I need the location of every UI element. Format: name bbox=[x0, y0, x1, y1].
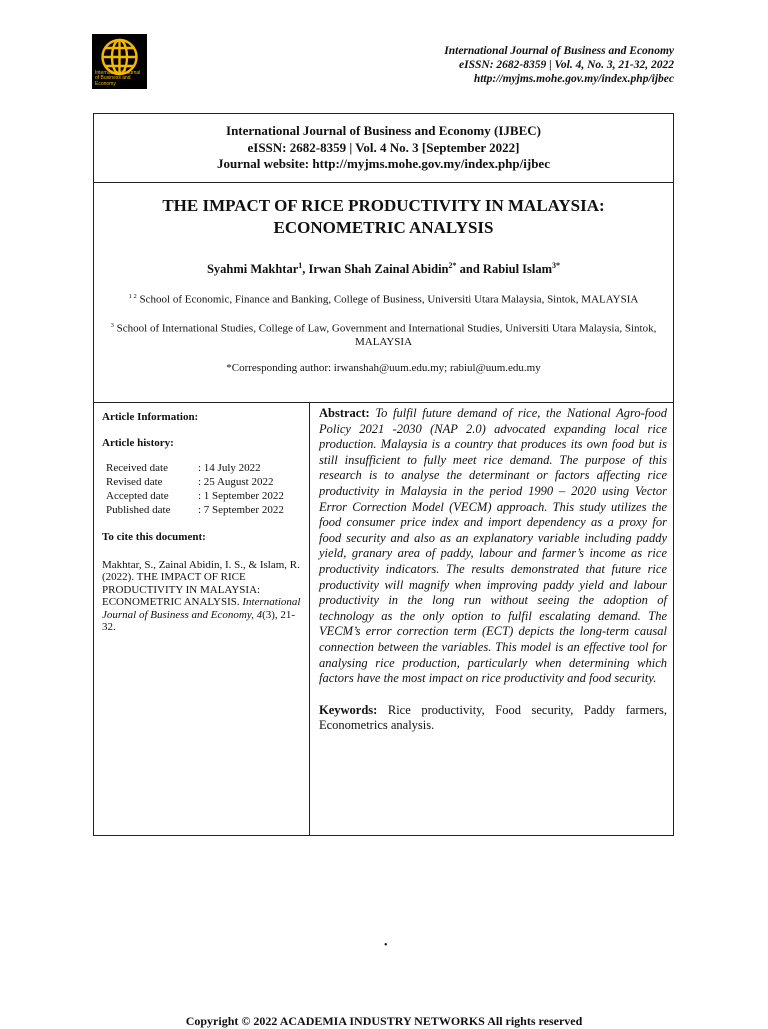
abstract bbox=[319, 406, 667, 687]
citation-journal: International Journal of Business and Economy, 4 bbox=[102, 596, 301, 621]
affiliation-1 bbox=[94, 290, 673, 307]
header-journal-name: International Journal of Business and Economy bbox=[444, 45, 674, 57]
article-info-heading: Article Information: bbox=[102, 411, 199, 423]
article-history-heading: Article history: bbox=[102, 436, 174, 449]
article-frame bbox=[93, 113, 674, 836]
keywords-text: Rice productivity, Food security, Paddy farmers, Econometrics analysis. bbox=[319, 702, 668, 733]
title-line-2: ECONOMETRIC ANALYSIS bbox=[273, 218, 494, 237]
affiliation-2-mark: 3 bbox=[110, 322, 114, 330]
title-line-1: THE IMPACT OF RICE PRODUCTIVITY IN MALAYSIA: bbox=[162, 196, 605, 215]
history-label: Accepted date bbox=[106, 490, 169, 502]
author-conjunction: and bbox=[456, 262, 483, 277]
authors bbox=[94, 261, 673, 277]
journal-info-box bbox=[94, 114, 673, 183]
footer-dot: • bbox=[384, 940, 388, 951]
history-value: : 1 September 2022 bbox=[198, 490, 284, 502]
author-3-affil-mark: 3* bbox=[552, 261, 561, 270]
journal-logo bbox=[92, 34, 147, 89]
history-label: Revised date bbox=[106, 476, 163, 488]
journal-issn-line: eISSN: 2682-8359 | Vol. 4 No. 3 [September 2022] bbox=[247, 139, 520, 155]
author-3: Rabiul Islam bbox=[482, 262, 553, 277]
history-row bbox=[106, 475, 305, 489]
affiliation-1-text: School of Economic, Finance and Banking, College of Business, Universiti Utara Malaysia, Sintok, MALAYSIA bbox=[139, 293, 639, 306]
article-info-column bbox=[94, 403, 310, 835]
keywords-label: Keywords: bbox=[319, 702, 378, 717]
history-row bbox=[106, 503, 305, 517]
abstract-label: Abstract: bbox=[319, 406, 370, 420]
title-block bbox=[94, 183, 673, 403]
history-label: Published date bbox=[106, 504, 171, 516]
keywords bbox=[319, 703, 667, 734]
citation-text: Makhtar, S., Zainal Abidin, I. S., & Islam, R. (2022). THE IMPACT OF RICE PRODUCTIVITY IN MALAYSIA: ECONOMETRIC ANALYSIS. bbox=[102, 558, 300, 608]
journal-title-line: International Journal of Business and Economy (IJBEC) bbox=[226, 123, 541, 138]
citation-issue: (3), 21-32. bbox=[102, 608, 296, 633]
history-value: : 25 August 2022 bbox=[198, 476, 274, 488]
logo-caption: International Journal of Business and Economy bbox=[95, 69, 141, 87]
journal-website-line[interactable]: Journal website: http://myjms.mohe.gov.my/index.php/ijbec bbox=[217, 156, 550, 171]
affiliation-2-text: School of International Studies, College of Law, Government and International Studies, Universiti Utara Malaysia, Sintok, MALAYSIA bbox=[116, 322, 657, 349]
history-row bbox=[106, 489, 305, 503]
paper-title bbox=[94, 183, 673, 239]
header-url[interactable]: http://myjms.mohe.gov.my/index.php/ijbec bbox=[473, 73, 674, 85]
history-value: : 7 September 2022 bbox=[198, 504, 284, 516]
author-2: Irwan Shah Zainal Abidin bbox=[308, 262, 449, 277]
history-row bbox=[106, 461, 305, 475]
corresponding-author: *Corresponding author: irwanshah@uum.edu.my; rabiul@uum.edu.my bbox=[226, 361, 541, 374]
abstract-column bbox=[310, 403, 673, 838]
affiliation-1-mark: 1 2 bbox=[128, 293, 137, 301]
header-issn: eISSN: 2682-8359 | Vol. 4, No. 3, 21-32, 2022 bbox=[459, 59, 674, 71]
citation bbox=[102, 559, 301, 634]
article-history-table bbox=[106, 461, 305, 517]
abstract-text: To fulfil future demand of rice, the National Agro-food Policy 2021 -2030 (NAP 2.0) advocated expanding local rice production. Malaysia is a country that produces its own food but is still insufficient to fully meet rice demand. The purpose of this research is to analyse the determinant or factors affecting rice productivity in Malaysia in the period 1990 – 2020 using Vector Error Correction Model (VECM) approach. This study utilizes the food consumer price index and import dependency as a proxy for food security and also as an explanatory variable including paddy yield, granary area of paddy, labour and farmer’s income as rice productivity indicators. The results demonstrated that future rice productivity will magnify when improving paddy yield and labour productivity in the long run without seeing the adoption of technology as the only option to fulfil escalating demand. The VECM’s error correction term (ECT) depicts the long-term causal connection between the variables. This model is an effective tool for analysing rice production, particularly when determining which factors have the most impact on rice productivity and food security. bbox=[319, 406, 667, 686]
history-label: Received date bbox=[106, 462, 168, 474]
author-1: Syahmi Makhtar bbox=[206, 262, 299, 277]
author-separator: , bbox=[302, 262, 309, 277]
article-body bbox=[94, 403, 673, 835]
cite-heading: To cite this document: bbox=[102, 531, 206, 543]
affiliation-2 bbox=[94, 319, 673, 350]
running-header bbox=[444, 44, 674, 86]
author-2-affil-mark: 2* bbox=[448, 261, 457, 270]
history-value: : 14 July 2022 bbox=[198, 462, 261, 474]
copyright-line: Copyright © 2022 ACADEMIA INDUSTRY NETWORKS All rights reserved bbox=[185, 1014, 583, 1028]
author-1-affil-mark: 1 bbox=[298, 261, 303, 270]
